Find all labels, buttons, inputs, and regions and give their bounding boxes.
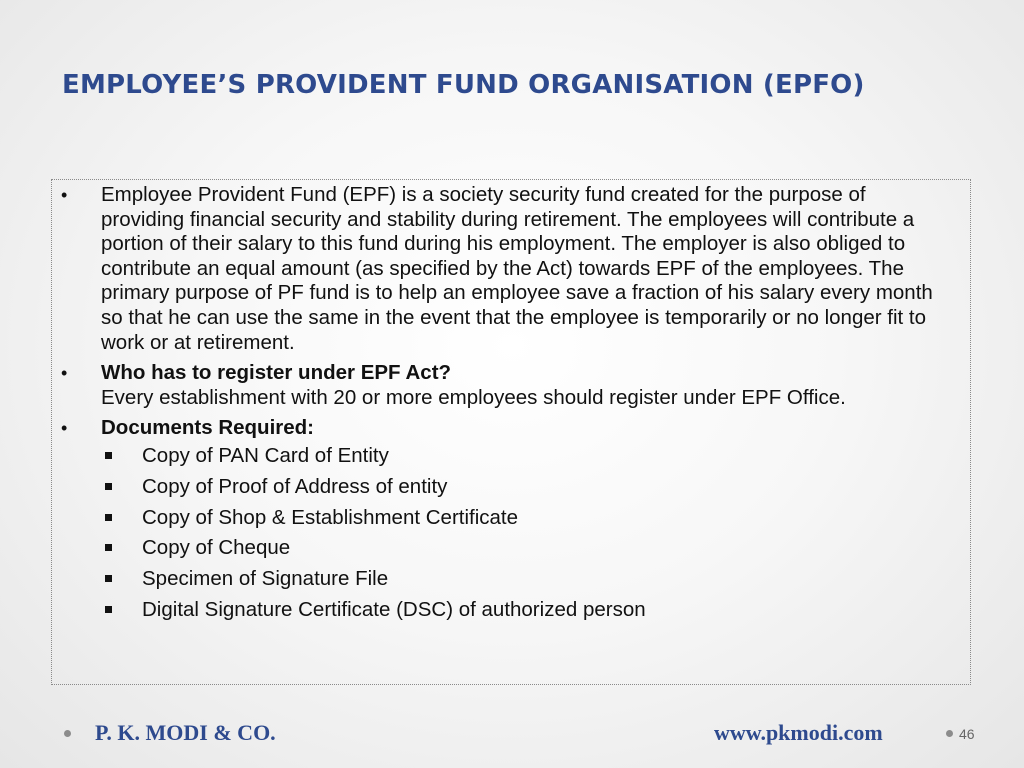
footer-right-dot-icon — [946, 730, 953, 737]
square-bullet-icon — [105, 483, 112, 490]
square-bullet-icon — [105, 575, 112, 582]
footer-company-name: P. K. MODI & CO. — [95, 720, 276, 745]
document-item — [101, 441, 952, 472]
document-item — [101, 503, 952, 534]
content-box — [51, 179, 971, 685]
bullet-documents — [52, 416, 970, 625]
bullet-icon: • — [61, 185, 68, 205]
documents-list — [101, 441, 952, 626]
document-item — [101, 533, 952, 564]
footer-left-dot-icon — [64, 730, 71, 737]
document-label: Copy of PAN Card of Entity — [142, 443, 389, 467]
epf-definition-text: Employee Provident Fund (EPF) is a society security fund created for the purpose of providing financial security and stability during retirement. The employees will contribute a portion of their salary to this fund during his employment. The employer is also obliged to contribute an equal amount (as specified by the Act) towards EPF of the employees. The primary purpose of PF fund is to help an employee save a fraction of his salary every month so that he can use the same in the event that the employee is temporarily or no longer fit to work or at retirement. — [101, 183, 933, 354]
document-label: Copy of Shop & Establishment Certificate — [142, 505, 519, 529]
square-bullet-icon — [105, 514, 112, 521]
bullet-icon: • — [61, 418, 68, 439]
document-item — [101, 564, 952, 595]
square-bullet-icon — [105, 544, 112, 551]
footer-website-link[interactable]: www.pkmodi.com — [714, 720, 883, 745]
square-bullet-icon — [105, 606, 112, 613]
document-item — [101, 472, 952, 503]
bullet-registration — [52, 361, 970, 410]
document-label: Copy of Proof of Address of entity — [142, 474, 448, 498]
slide-title: EMPLOYEE’S PROVIDENT FUND ORGANISATION (EPFO) — [62, 70, 865, 100]
document-label: Copy of Cheque — [142, 536, 291, 560]
document-item — [101, 595, 952, 626]
registration-text: Every establishment with 20 or more employees should register under EPF Office. — [101, 385, 846, 409]
bullet-epf-definition — [52, 183, 970, 355]
registration-heading: Who has to register under EPF Act? — [101, 361, 452, 385]
page-number: 46 — [959, 726, 975, 742]
document-label: Digital Signature Certificate (DSC) of authorized person — [142, 597, 646, 621]
square-bullet-icon — [105, 452, 112, 459]
documents-heading: Documents Required: — [101, 416, 314, 440]
document-label: Specimen of Signature File — [142, 567, 389, 591]
bullet-list — [52, 183, 970, 626]
bullet-icon: • — [61, 363, 68, 384]
